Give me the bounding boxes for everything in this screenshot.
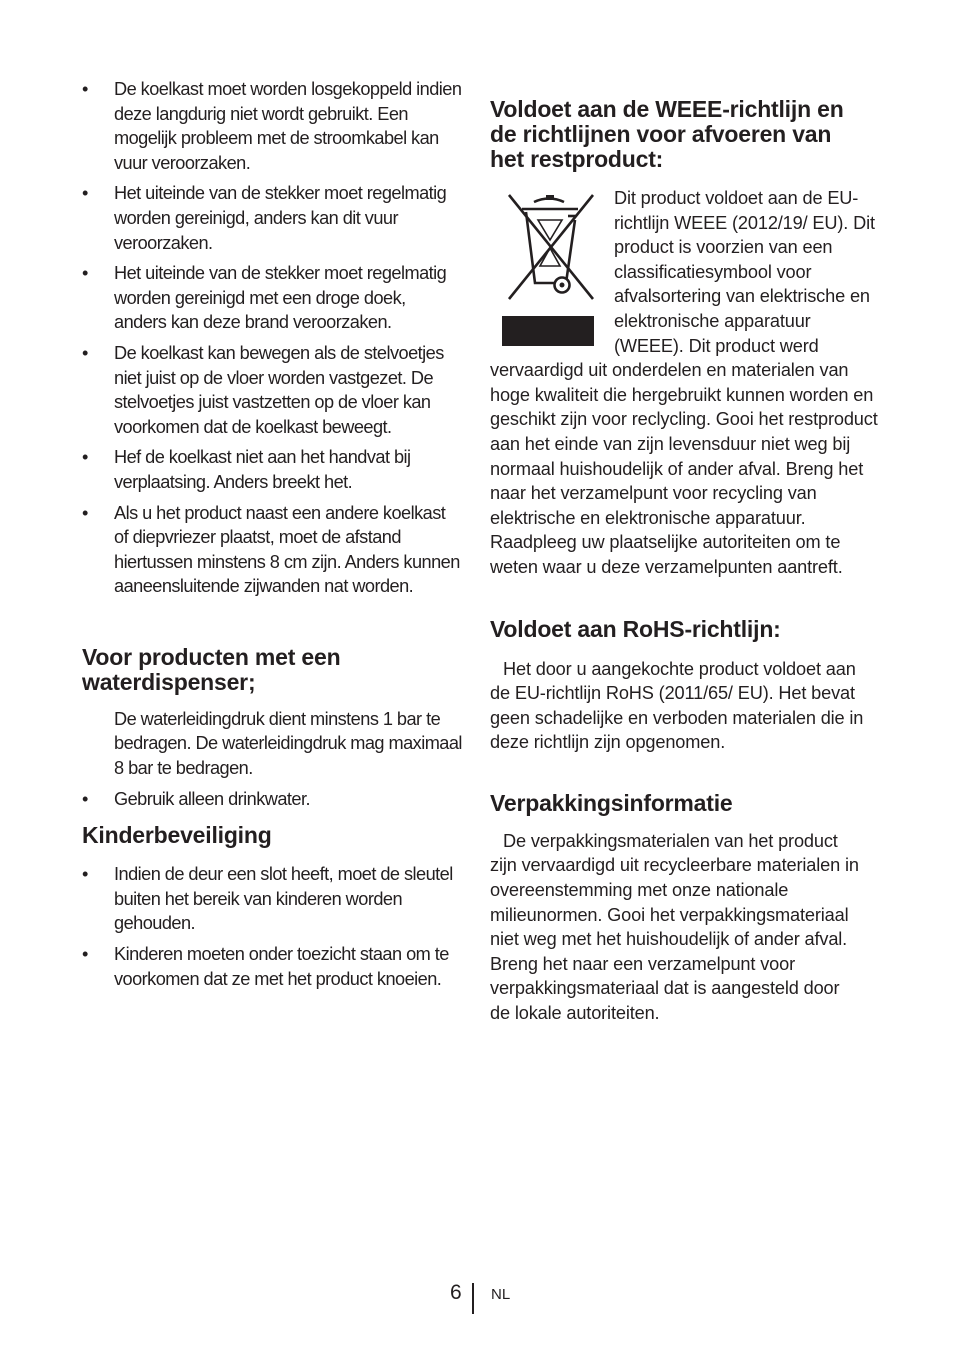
list-item: • Als u het product naast een andere koelkast of diepvriezer plaatst, moet de afstand hiertussen minstens 8 cm zijn. Anders kunnen aaneensluitende zijwanden nat worden.	[82, 501, 462, 599]
water-dispenser-heading: Voor producten met een waterdispenser;	[82, 643, 341, 695]
page-number: 6	[450, 1281, 462, 1304]
weee-heading: Voldoet aan de WEEE-richtlijn en de richtlijnen voor afvoeren van het restproduct:	[490, 96, 844, 172]
list-item: • De koelkast moet worden losgekoppeld indien deze langdurig niet wordt gebruikt. Een mogelijk probleem met de stroomkabel kan vuur veroorzaken.	[82, 77, 462, 175]
footer-divider	[472, 1283, 474, 1314]
water-pressure-text: De waterleidingdruk dient minstens 1 bar te bedragen. De waterleidingdruk mag maximaal 8 bar te bedragen.	[114, 708, 462, 779]
list-item: • De koelkast kan bewegen als de stelvoetjes niet juist op de vloer worden vastgezet. De stelvoetjes juist vastzetten op de vloer kan voorkomen dat de koelkast beweegt.	[82, 341, 462, 439]
packaging-text: De verpakkingsmaterialen van het product zijn vervaardigd uit recycleerbare materialen in overeenstemming met onze nationale milieunormen. Gooi het verpakkingsmateriaal niet weg met het huishoudelijk of ander afval. Breng het naar een verzamelpunt voor verpakkingsmateriaal dat is aangesteld door de lokale autoriteiten.	[490, 830, 859, 1024]
packaging-heading: Verpakkingsinformatie	[490, 789, 733, 816]
child-safety-bullet-list	[82, 862, 462, 991]
crossed-out-wheelie-bin-icon	[502, 188, 598, 350]
language-code: NL	[491, 1286, 511, 1303]
right-column	[490, 0, 880, 1026]
rohs-heading: Voldoet aan RoHS-richtlijn:	[490, 615, 781, 642]
list-item: • Het uiteinde van de stekker moet regelmatig worden gereinigd met een droge doek, anders kan deze brand veroorzaken.	[82, 261, 462, 335]
list-item: • Hef de koelkast niet aan het handvat bij verplaatsing. Anders breekt het.	[82, 445, 462, 494]
weee-section	[490, 186, 880, 580]
child-safety-heading: Kinderbeveiliging	[82, 822, 272, 849]
list-item: • Gebruik alleen drinkwater.	[82, 787, 462, 812]
list-item: • Indien de deur een slot heeft, moet de sleutel buiten het bereik van kinderen worden gehouden.	[82, 862, 462, 936]
safety-bullet-list	[82, 77, 462, 599]
weee-text: Dit product voldoet aan de EU-richtlijn WEEE (2012/19/ EU). Dit product is voorzien van een classificatiesymbool voor afvalsortering van elektrische en elektronische apparatuur (WEEE). Dit product werd vervaardigd uit onderdelen en materialen van hoge kwaliteit die hergebruikt kunnen worden en geschikt zijn voor reclycling. Gooi het restproduct aan het einde van zijn levensduur niet weg bij normaal huishoudelijk of ander afval. Breng het naar het verzamelpunt voor recycling van elektrische en elektronische apparatuur. Raadpleeg uw plaatselijke autoriteiten om te weten waar u deze verzamelpunten aantreft.	[490, 188, 878, 577]
left-column	[82, 0, 462, 997]
list-item: • Kinderen moeten onder toezicht staan om te voorkomen dat ze met het product knoeien.	[82, 942, 462, 991]
rohs-text: Het door u aangekochte product voldoet aan de EU-richtlijn RoHS (2011/65/ EU). Het bevat geen schadelijke en verboden materialen die in deze richtlijn zijn opgenomen.	[490, 658, 864, 753]
list-item: • Het uiteinde van de stekker moet regelmatig worden gereinigd, anders kan dit vuur veroorzaken.	[82, 181, 462, 255]
water-bullet-list	[82, 787, 462, 812]
